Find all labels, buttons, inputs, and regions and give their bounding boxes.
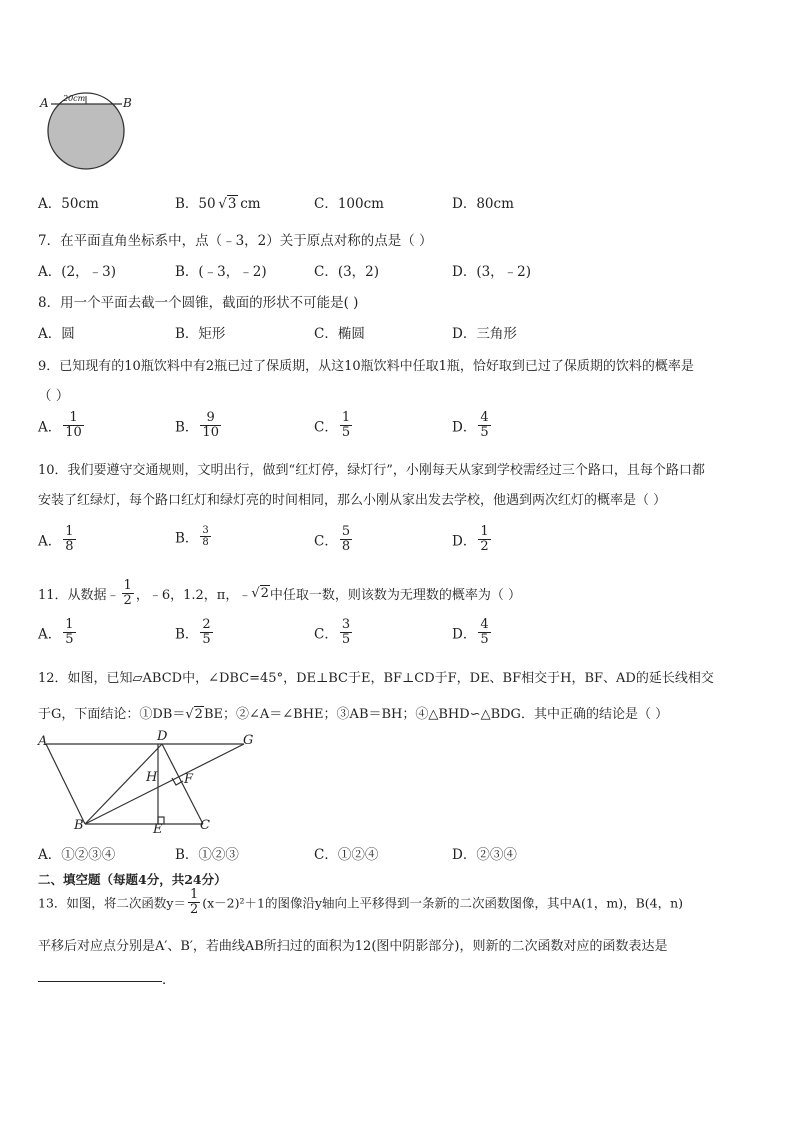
- q9-option-d: D． $\frac{4}{5}$: [452, 410, 489, 440]
- q10-stem-line2: 安装了红绿灯，每个路口红灯和绿灯亮的时间相同，那么小刚从家出发去学校，他遇到两次红灯的概率是（ ）: [38, 493, 667, 508]
- fig-label-e: E: [153, 822, 163, 837]
- q12-option-d: D．②③④: [452, 847, 517, 863]
- q11-option-b: B． $\frac{2}{5}$: [175, 617, 211, 647]
- q7-stem: 7．在平面直角坐标系中，点（﹣3，2）关于原点对称的点是（ ）: [38, 233, 433, 249]
- fig-label-b: B: [74, 818, 84, 833]
- q13-answer-blank[interactable]: [38, 980, 162, 982]
- q12-option-c: C．①②④: [314, 847, 379, 863]
- fig-label-d: D: [157, 729, 168, 744]
- fig-label-h: H: [146, 770, 158, 785]
- q6-option-b: B．50 √3 cm: [175, 196, 261, 212]
- q11-stem: 11．从数据﹣ $\frac{1}{2}$ ，﹣6，1.2，π，﹣√2中任取一数，则该数为无理数的概率为（ ）: [38, 578, 522, 608]
- q13-stem-line1: 13．如图，将二次函数y＝ $\frac{1}{2}$ (x－2)²＋1的图像沿y轴向上平移得到一条新的二次函数图像，其中A(1，m)，B(4，n): [38, 887, 684, 917]
- q10-option-b: B． $\frac{3}{8}$: [175, 525, 209, 548]
- q11-option-a: A． $\frac{1}{5}$: [38, 617, 74, 647]
- q12-stem-line1: 12．如图，已知▱ABCD中，∠DBC=45°，DE⊥BC于E，BF⊥CD于F，DE、BF相交于H，BF、AD的延长线相交: [38, 671, 714, 686]
- q10-option-d: D． $\frac{1}{2}$: [452, 524, 489, 554]
- q8-option-b: B．矩形: [175, 326, 226, 342]
- q9-option-a: A． $\frac{1}{10}$: [38, 410, 82, 440]
- q8-option-c: C．椭圆: [314, 326, 365, 342]
- q6-option-c: C．100cm: [314, 196, 384, 212]
- q13-stem-line2: 平移后对应点分别是A′、B′，若曲线AB所扫过的面积为12(图中阴影部分)，则新的二次函数对应的函数表达是: [38, 939, 668, 954]
- q10-option-c: C． $\frac{5}{8}$: [314, 524, 351, 554]
- q13-blank-end: ．: [162, 972, 176, 988]
- circle-figure: [36, 90, 136, 174]
- section-2-title: 二、填空题（每题4分，共24分）: [38, 872, 227, 887]
- q7-option-a: A．(2，﹣3): [38, 264, 116, 280]
- circle-label-b: B: [123, 96, 132, 110]
- fig-label-a: A: [38, 734, 48, 749]
- q8-stem: 8．用一个平面去截一个圆锥，截面的形状不可能是( ): [38, 295, 359, 311]
- q12-option-b: B．①②③: [175, 847, 239, 863]
- q7-option-d: D．(3，﹣2): [452, 264, 532, 280]
- fig-label-g: G: [243, 733, 254, 748]
- q11-option-d: D． $\frac{4}{5}$: [452, 617, 489, 647]
- q6-option-d: D．80cm: [452, 196, 514, 212]
- parallelogram-figure: [36, 730, 266, 840]
- q8-option-a: A．圆: [38, 326, 75, 342]
- q7-option-c: C．(3，2): [314, 264, 380, 280]
- fig-label-f: F: [184, 772, 194, 787]
- q9-option-c: C． $\frac{1}{5}$: [314, 410, 351, 440]
- q12-option-a: A．①②③④: [38, 847, 116, 863]
- q8-option-d: D．三角形: [452, 326, 517, 342]
- circle-label-a: A: [40, 96, 49, 110]
- q9-stem-line1: 9．已知现有的10瓶饮料中有2瓶已过了保质期，从这10瓶饮料中任取1瓶，恰好取到已过了保质期的饮料的概率是: [38, 359, 694, 374]
- q11-option-c: C． $\frac{3}{5}$: [314, 617, 351, 647]
- q10-stem-line1: 10．我们要遵守交通规则，文明出行，做到“红灯停，绿灯行”，小刚每天从家到学校需经过三个路口，且每个路口都: [38, 463, 705, 478]
- q6-option-a: A．50cm: [38, 196, 99, 212]
- q10-option-a: A． $\frac{1}{8}$: [38, 524, 74, 554]
- q12-stem-line2: 于G，下面结论：①DB＝√2BE；②∠A＝∠BHE；③AB＝BH；④△BHD∽△BDG．其中正确的结论是（ ）: [38, 707, 669, 722]
- q7-option-b: B．(﹣3，﹣2): [175, 264, 267, 280]
- q9-option-b: B． $\frac{9}{10}$: [175, 410, 219, 440]
- circle-label-length: 20cm: [63, 94, 86, 103]
- fig-label-c: C: [200, 818, 210, 833]
- q9-stem-line2: （ ）: [38, 388, 70, 404]
